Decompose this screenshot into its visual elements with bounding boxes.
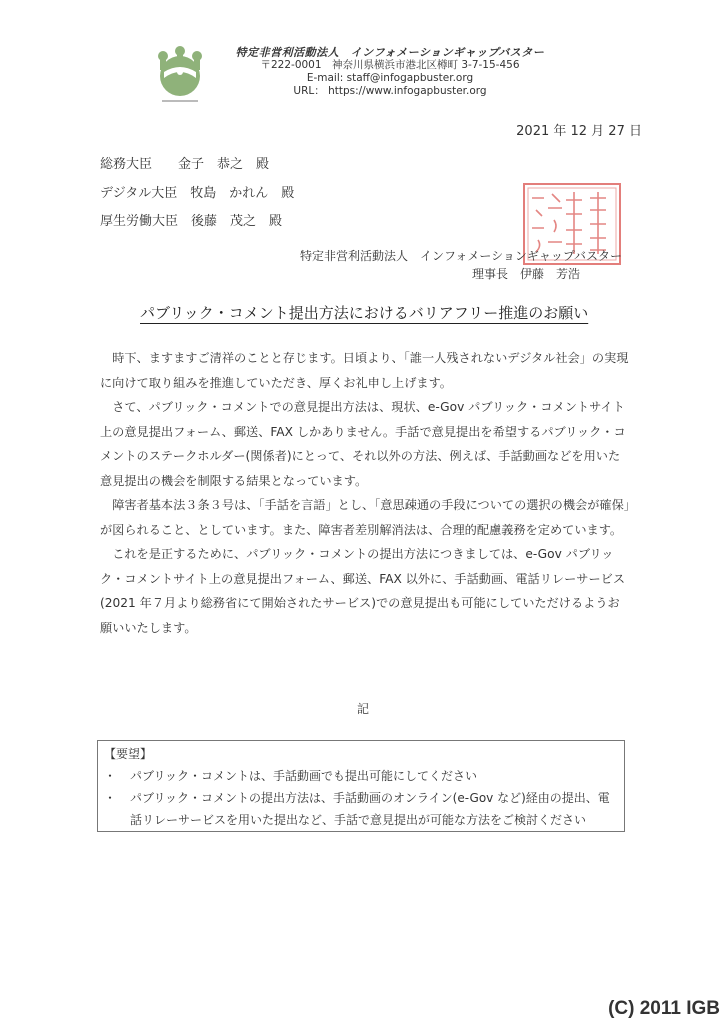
letter-body xyxy=(100,346,630,640)
paragraph-request: これを是正するために、パブリック・コメントの提出方法につきましては、e-Gov パブリック・コメントサイト上の意見提出フォーム、郵送、FAX 以外に、手話動画、電話リレーサービス(2021 年７月より総務省にて開始されたサービス)での意見提出も可能にしていただけるようお願いいたします。 xyxy=(100,547,626,635)
paragraph-legal-basis: 障害者基本法３条３号は、「手話を言語」とし、「意思疎通の手段についての選択の機会が確保」が図られること、としています。また、障害者差別解消法は、合理的配慮義務を定めています。 xyxy=(100,498,630,537)
letterhead-address: 〒222-0001 神奈川県横浜市港北区樽町 3-7-15-456 xyxy=(260,59,520,71)
requests-heading: 【要望】 xyxy=(104,747,153,761)
green-tree-logo-icon xyxy=(150,42,210,106)
letterhead xyxy=(220,46,560,98)
paragraph-current-methods: さて、パブリック・コメントでの意見提出方法は、現状、e-Gov パブリック・コメントサイト上の意見提出フォーム、郵送、FAX しかありません。手話で意見提出を希望するパブリック・コメントのステークホルダー(関係者)にとって、それ以外の方法、例えば、手話動画などを用いた意見提出の機会を制限する結果となっています。 xyxy=(100,400,626,488)
letterhead-url: URL： https://www.infogapbuster.org xyxy=(293,85,487,97)
bullet-icon: ・ xyxy=(104,769,117,783)
document-date: 2021 年 12 月 27 日 xyxy=(516,124,642,139)
document-title: パブリック・コメント提出方法におけるバリアフリー推進のお願い xyxy=(140,304,589,322)
ki-marker: 記 xyxy=(357,702,370,716)
letterhead-email: E-mail: staff@infogapbuster.org xyxy=(306,72,474,84)
sender-organization: 特定非営利活動法人 インフォメーションギャップバスター xyxy=(300,249,622,263)
bullet-icon: ・ xyxy=(104,791,117,805)
sender-representative: 理事長 伊藤 芳浩 xyxy=(472,267,581,281)
request-item xyxy=(104,765,618,787)
copyright-notice: (C) 2011 IGB xyxy=(608,998,720,1019)
organization-logo xyxy=(150,42,210,106)
letterhead-organization: 特定非営利活動法人 インフォメーションギャップバスター xyxy=(235,46,545,59)
paragraph-greeting: 時下、ますますご清祥のことと存じます。日頃より、「誰一人残されないデジタル社会」の実現に向けて取り組みを推進していただき、厚くお礼申し上げます。 xyxy=(100,351,629,390)
request-item xyxy=(104,787,618,831)
request-text: パブリック・コメントは、手話動画でも提出可能にしてください xyxy=(130,769,478,783)
request-text: パブリック・コメントの提出方法は、手話動画のオンライン(e-Gov など)経由の提出、電話リレーサービスを用いた提出など、手話で意見提出が可能な方法をご検討ください xyxy=(130,791,610,827)
recipient-2: デジタル大臣 牧島 かれん 殿 xyxy=(100,186,295,201)
requests-box xyxy=(97,740,625,832)
recipient-3: 厚生労働大臣 後藤 茂之 殿 xyxy=(100,214,283,229)
recipient-1: 総務大臣 金子 恭之 殿 xyxy=(100,157,270,172)
